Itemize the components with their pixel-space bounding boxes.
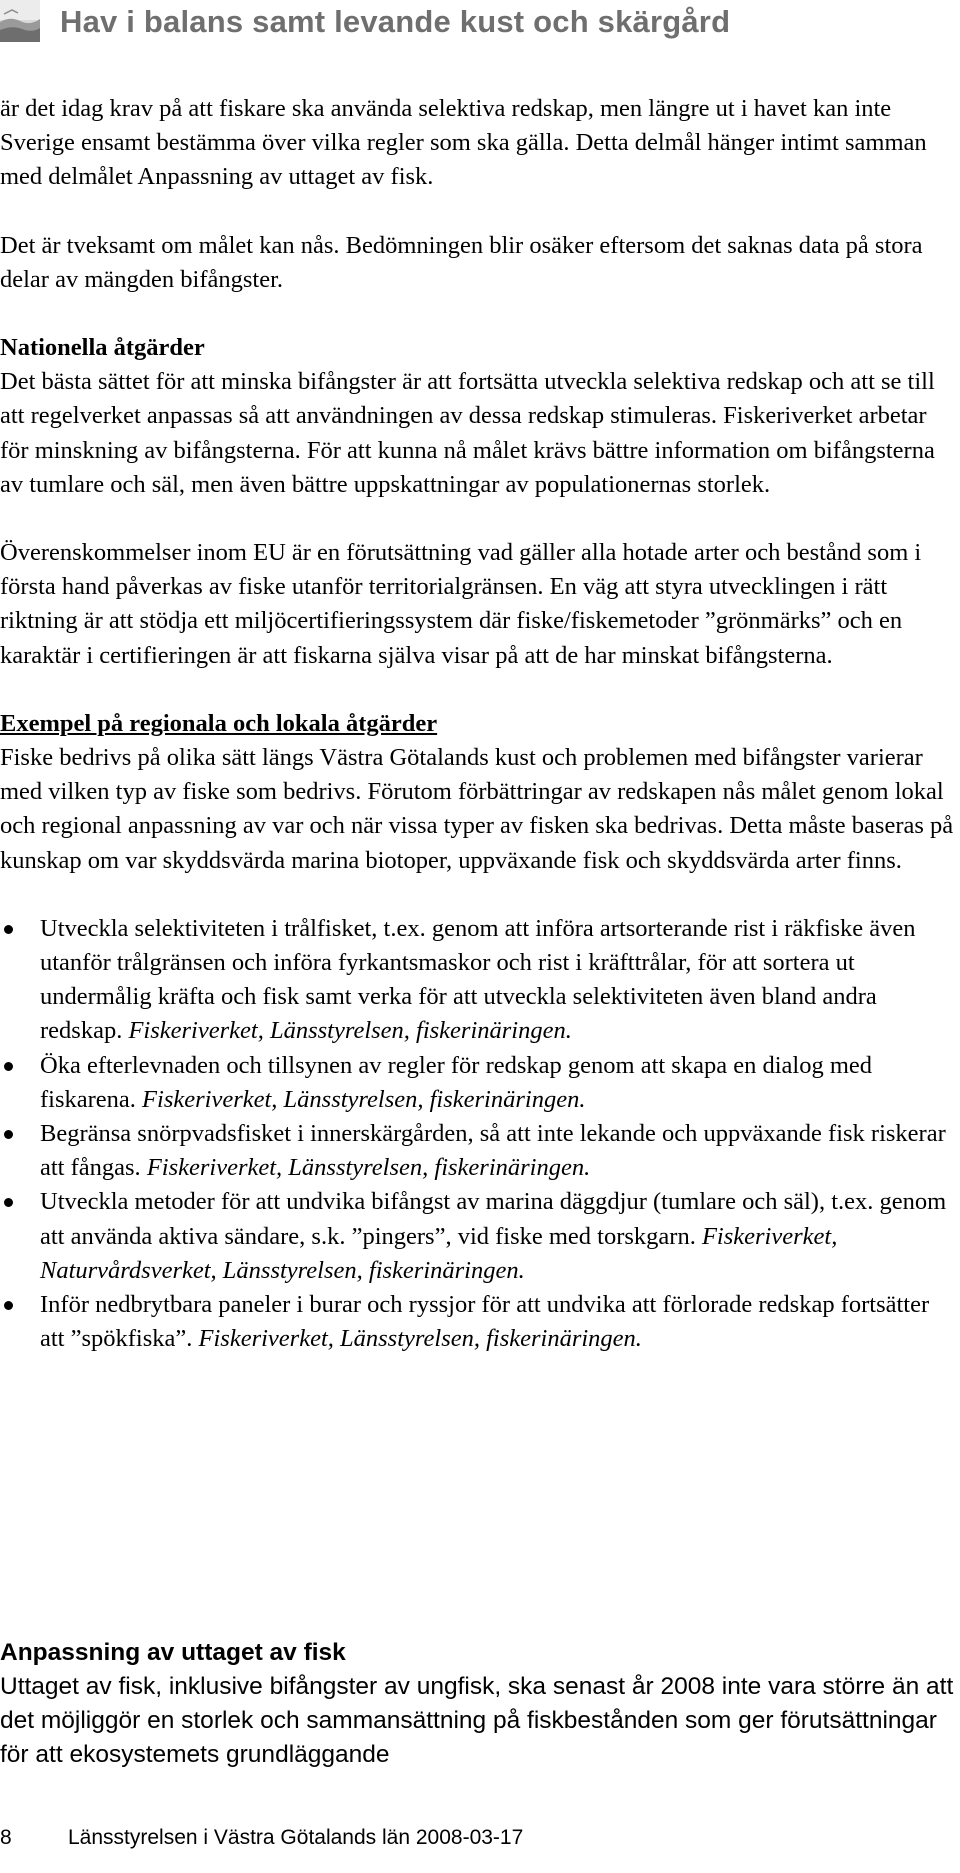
paragraph-5: Fiske bedrivs på olika sätt längs Västra Götalands kust och problemen med bifångster varierar med vilken typ av fiske som bedrivs. Förutom förbättringar av redskapen nås målet genom lokal och regional anpassning av var och när vissa typer av fisken ska bedrivas. Detta måste baseras på kunskap om var skyddsvärda marina biotoper, uppväxande fisk och skyddsvärda arter finns.: [0, 744, 954, 874]
page-number: 8: [0, 1826, 12, 1849]
bullet-icon: [4, 1130, 13, 1139]
paragraph-3: Det bästa sättet för att minska bifångster är att fortsätta utveckla selektiva redskap och att se till att regelverket anpassas så att användningen av dessa redskap stimuleras. Fiskeriverket arbetar för minskning av bifångsterna. För att kunna nå målet krävs bättre information om bifångsterna av tumlare och säl, men även bättre uppskattningar av populationernas storlek.: [0, 368, 935, 498]
list-item: Begränsa snörpvadsfisket i innerskärgården, så att inte lekande och uppväxande fisk riskerar att fångas. Fiskeriverket, Länsstyrelsen, fiskerinäringen.: [0, 1117, 955, 1185]
heading-anpassning-av-uttaget: Anpassning av uttaget av fisk: [0, 1639, 346, 1666]
page-header: [0, 0, 960, 46]
bullet-icon: [4, 1198, 13, 1207]
landscape-logo-icon: [0, 0, 40, 42]
list-item: Öka efterlevnaden och tillsynen av regler för redskap genom att skapa en dialog med fiskarena. Fiskeriverket, Länsstyrelsen, fiskerinäringen.: [0, 1049, 955, 1117]
bullet-icon: [4, 1301, 13, 1310]
header-title: Hav i balans samt levande kust och skärgård: [60, 4, 731, 39]
list-item: Utveckla metoder för att undvika bifångst av marina däggdjur (tumlare och säl), t.ex. genom att använda aktiva sändare, s.k. ”pingers”, vid fiske med torskgarn. Fiskeriverket, Naturvårdsverket, Länsstyrelsen, fiskerinäringen.: [0, 1185, 955, 1288]
body-content: [0, 92, 955, 1357]
list-item: Utveckla selektiviteten i trålfisket, t.ex. genom att införa artsorterande rist i räkfiske även utanför trålgränsen och införa fyrkantsmaskor och rist i kräfttrålar, för att sortera ut undermålig kräfta och fisk samt verka för att utveckla selektiviteten även bland andra redskap. Fiskeriverket, Länsstyrelsen, fiskerinäringen.: [0, 912, 955, 1049]
footer-text: Länsstyrelsen i Västra Götalands län 2008-03-17: [68, 1826, 524, 1849]
paragraph-4: Överenskommelser inom EU är en förutsättning vad gäller alla hotade arter och bestånd som i första hand påverkas av fiske utanför territorialgränsen. En väg att styra utvecklingen i rätt riktning är att stödja ett miljöcertifieringssystem där fiske/fiskemetoder ”grönmärks” och en karaktär i certifieringen är att fiskarna själva visar på att de har minskat bifångsterna.: [0, 539, 922, 669]
list-item: Inför nedbrytbara paneler i burar och ryssjor för att undvika att förlorade redskap fortsätter att ”spökfiska”. Fiskeriverket, Länsstyrelsen, fiskerinäringen.: [0, 1288, 955, 1356]
bullet-icon: [4, 925, 13, 934]
next-section-text: Uttaget av fisk, inklusive bifångster av ungfisk, ska senast år 2008 inte vara större än att det möjliggör en storlek och sammansättning på fiskbestånden som ger förutsättningar för att ekosystemets grundläggande: [0, 1673, 954, 1768]
measures-list: [0, 912, 955, 1357]
next-section: [0, 1636, 958, 1772]
paragraph-2: Det är tveksamt om målet kan nås. Bedömningen blir osäker eftersom det saknas data på stora delar av mängden bifångster.: [0, 231, 923, 293]
heading-nationella-atgarder: Nationella åtgärder: [0, 334, 205, 362]
heading-regionala-atgarder: Exempel på regionala och lokala åtgärder: [0, 709, 438, 737]
bullet-icon: [4, 1062, 13, 1071]
paragraph-1: är det idag krav på att fiskare ska använda selektiva redskap, men längre ut i havet kan inte Sverige ensamt bestämma över vilka regler som ska gälla. Detta delmål hänger intimt samman med delmålet Anpassning av uttaget av fisk.: [0, 95, 927, 191]
